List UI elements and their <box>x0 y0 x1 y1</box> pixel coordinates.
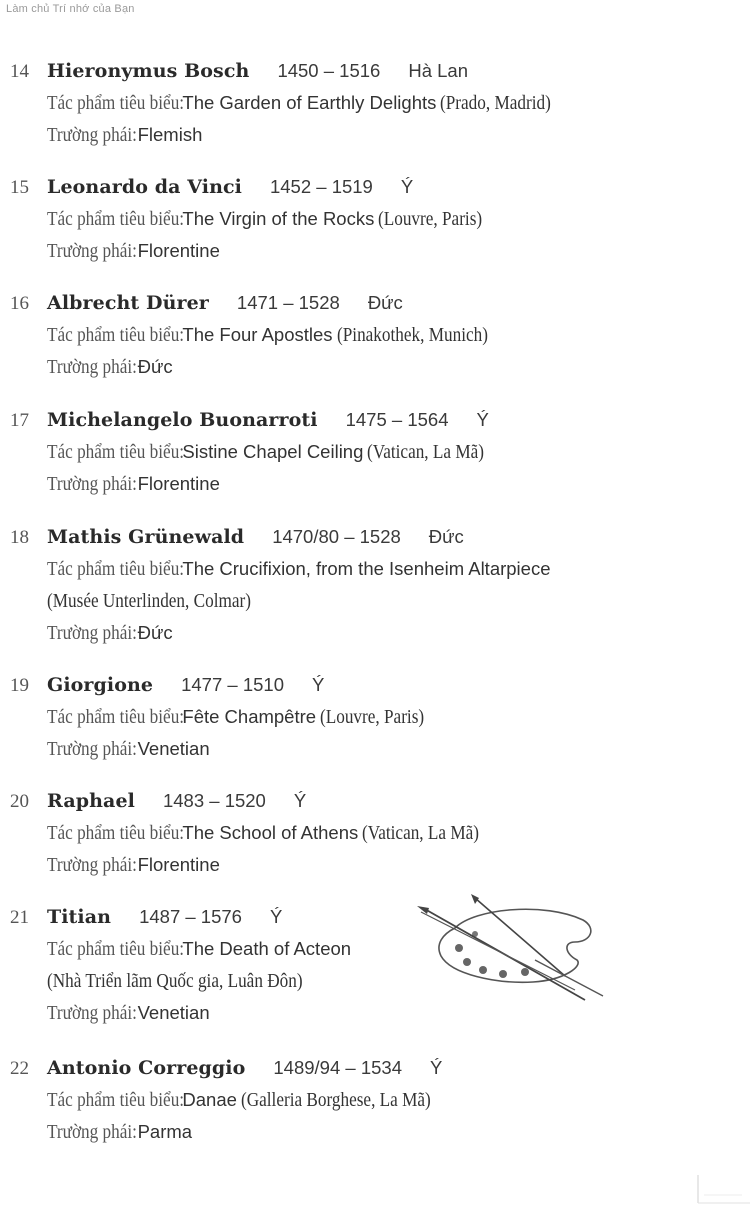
artist-name: Antonio Correggio <box>47 1057 246 1079</box>
artist-country: Đức <box>367 292 403 313</box>
running-header: Làm chủ Trí nhớ của Bạn <box>6 3 135 15</box>
artist-name: Leonardo da Vinci <box>47 176 242 198</box>
school-label: Trường phái: <box>47 622 137 644</box>
work-title: The Crucifixion, from the Isenheim Altarpiece <box>182 558 551 579</box>
entry-number: 17 <box>10 410 29 431</box>
work-location: (Musée Unterlinden, Colmar) <box>47 590 251 612</box>
entry-number: 14 <box>10 61 29 82</box>
artist-name: Raphael <box>47 790 135 812</box>
entry-number: 20 <box>10 791 29 812</box>
works-label: Tác phẩm tiêu biểu: <box>47 208 185 230</box>
work-location: (Vatican, La Mã) <box>362 822 480 844</box>
works-label: Tác phẩm tiêu biểu: <box>47 706 185 728</box>
artist-country: Ý <box>293 790 307 811</box>
entry-heading <box>10 404 650 436</box>
work-location: (Louvre, Paris) <box>320 706 425 728</box>
entry-heading <box>10 785 650 817</box>
artist-country: Hà Lan <box>408 60 468 81</box>
artist-years: 1477 – 1510 <box>181 674 284 695</box>
school-line <box>10 235 650 267</box>
works-line <box>10 1084 650 1116</box>
school-line <box>10 617 650 649</box>
school-label: Trường phái: <box>47 124 137 146</box>
school-label: Trường phái: <box>47 473 137 495</box>
school-line <box>10 468 650 500</box>
artist-years: 1475 – 1564 <box>345 409 449 430</box>
entry-number: 16 <box>10 293 29 314</box>
artist-name: Giorgione <box>47 674 154 696</box>
artist-entry-18 <box>10 521 650 649</box>
work-location: (Louvre, Paris) <box>378 208 483 230</box>
school-value: Flemish <box>137 124 203 145</box>
work-location: (Vatican, La Mã) <box>367 441 485 463</box>
artist-entry-14 <box>10 55 650 151</box>
artist-entry-15 <box>10 171 650 267</box>
school-label: Trường phái: <box>47 1002 137 1024</box>
artist-years: 1489/94 – 1534 <box>273 1057 402 1078</box>
artist-entry-22 <box>10 1052 650 1148</box>
work-location: (Galleria Borghese, La Mã) <box>240 1089 431 1111</box>
entry-number: 21 <box>10 907 29 928</box>
artist-entry-19 <box>10 669 650 765</box>
artist-entry-16 <box>10 287 650 383</box>
entry-number: 15 <box>10 177 29 198</box>
artist-years: 1470/80 – 1528 <box>272 526 401 547</box>
works-line <box>10 817 650 849</box>
school-line <box>10 733 650 765</box>
artist-entry-20 <box>10 785 650 881</box>
work-location: (Nhà Triển lãm Quốc gia, Luân Đôn) <box>47 970 303 992</box>
entry-heading <box>10 669 650 701</box>
works-line <box>10 436 650 468</box>
school-value: Florentine <box>137 240 220 261</box>
works-label: Tác phẩm tiêu biểu: <box>47 1089 185 1111</box>
school-line <box>10 351 650 383</box>
works-label: Tác phẩm tiêu biểu: <box>47 92 185 114</box>
artist-name: Titian <box>47 906 112 928</box>
work-title: The Garden of Earthly Delights <box>182 92 437 113</box>
school-line <box>10 119 650 151</box>
artist-years: 1487 – 1576 <box>139 906 242 927</box>
school-value: Đức <box>137 622 173 643</box>
page-corner-mark <box>692 1165 752 1205</box>
school-label: Trường phái: <box>47 356 137 378</box>
work-title: Danae <box>182 1089 237 1110</box>
artist-country: Ý <box>476 409 489 430</box>
entry-heading <box>10 1052 650 1084</box>
artist-name: Mathis Grünewald <box>47 526 245 548</box>
school-label: Trường phái: <box>47 240 137 262</box>
entry-number: 22 <box>10 1058 29 1079</box>
works-label: Tác phẩm tiêu biểu: <box>47 558 185 580</box>
works-line <box>10 553 650 585</box>
artist-country: Ý <box>400 176 414 197</box>
entry-heading <box>10 287 650 319</box>
work-location: (Prado, Madrid) <box>440 92 552 114</box>
work-title: The Four Apostles <box>182 324 333 345</box>
entry-heading <box>10 55 650 87</box>
school-label: Trường phái: <box>47 854 137 876</box>
works-label: Tác phẩm tiêu biểu: <box>47 324 185 346</box>
artist-name: Hieronymus Bosch <box>47 60 250 82</box>
school-value: Florentine <box>137 473 220 494</box>
entry-number: 19 <box>10 675 29 696</box>
artist-years: 1452 – 1519 <box>269 176 373 197</box>
works-line <box>10 203 650 235</box>
artist-country: Ý <box>312 674 325 695</box>
artist-years: 1471 – 1528 <box>236 292 340 313</box>
work-title: Sistine Chapel Ceiling <box>182 441 364 462</box>
school-value: Venetian <box>137 738 210 759</box>
works-label: Tác phẩm tiêu biểu: <box>47 822 185 844</box>
works-line <box>10 87 650 119</box>
artist-country: Ý <box>430 1057 443 1078</box>
work-title: The School of Athens <box>182 822 359 843</box>
artist-country: Đức <box>428 526 464 547</box>
works-line-continued <box>10 585 650 617</box>
work-title: The Virgin of the Rocks <box>182 208 375 229</box>
school-value: Florentine <box>137 854 220 875</box>
artist-years: 1483 – 1520 <box>162 790 266 811</box>
work-title: The Death of Acteon <box>182 938 352 959</box>
school-line <box>10 849 650 881</box>
works-line <box>10 701 650 733</box>
school-value: Đức <box>137 356 173 377</box>
artist-name: Albrecht Dürer <box>47 292 209 314</box>
school-label: Trường phái: <box>47 1121 137 1143</box>
entry-heading <box>10 171 650 203</box>
school-line <box>10 1116 650 1148</box>
entry-number: 18 <box>10 527 29 548</box>
artist-country: Ý <box>269 906 283 927</box>
works-label: Tác phẩm tiêu biểu: <box>47 441 185 463</box>
artist-name: Michelangelo Buonarroti <box>47 409 318 431</box>
work-location: (Pinakothek, Munich) <box>336 324 488 346</box>
school-label: Trường phái: <box>47 738 137 760</box>
school-value: Parma <box>137 1121 193 1142</box>
work-title: Fête Champêtre <box>182 706 317 727</box>
entry-heading <box>10 521 650 553</box>
artist-entry-17 <box>10 404 650 500</box>
works-label: Tác phẩm tiêu biểu: <box>47 938 185 960</box>
paint-palette-with-brushes-icon <box>415 890 615 1010</box>
artist-years: 1450 – 1516 <box>277 60 381 81</box>
school-value: Venetian <box>137 1002 210 1023</box>
works-line <box>10 319 650 351</box>
